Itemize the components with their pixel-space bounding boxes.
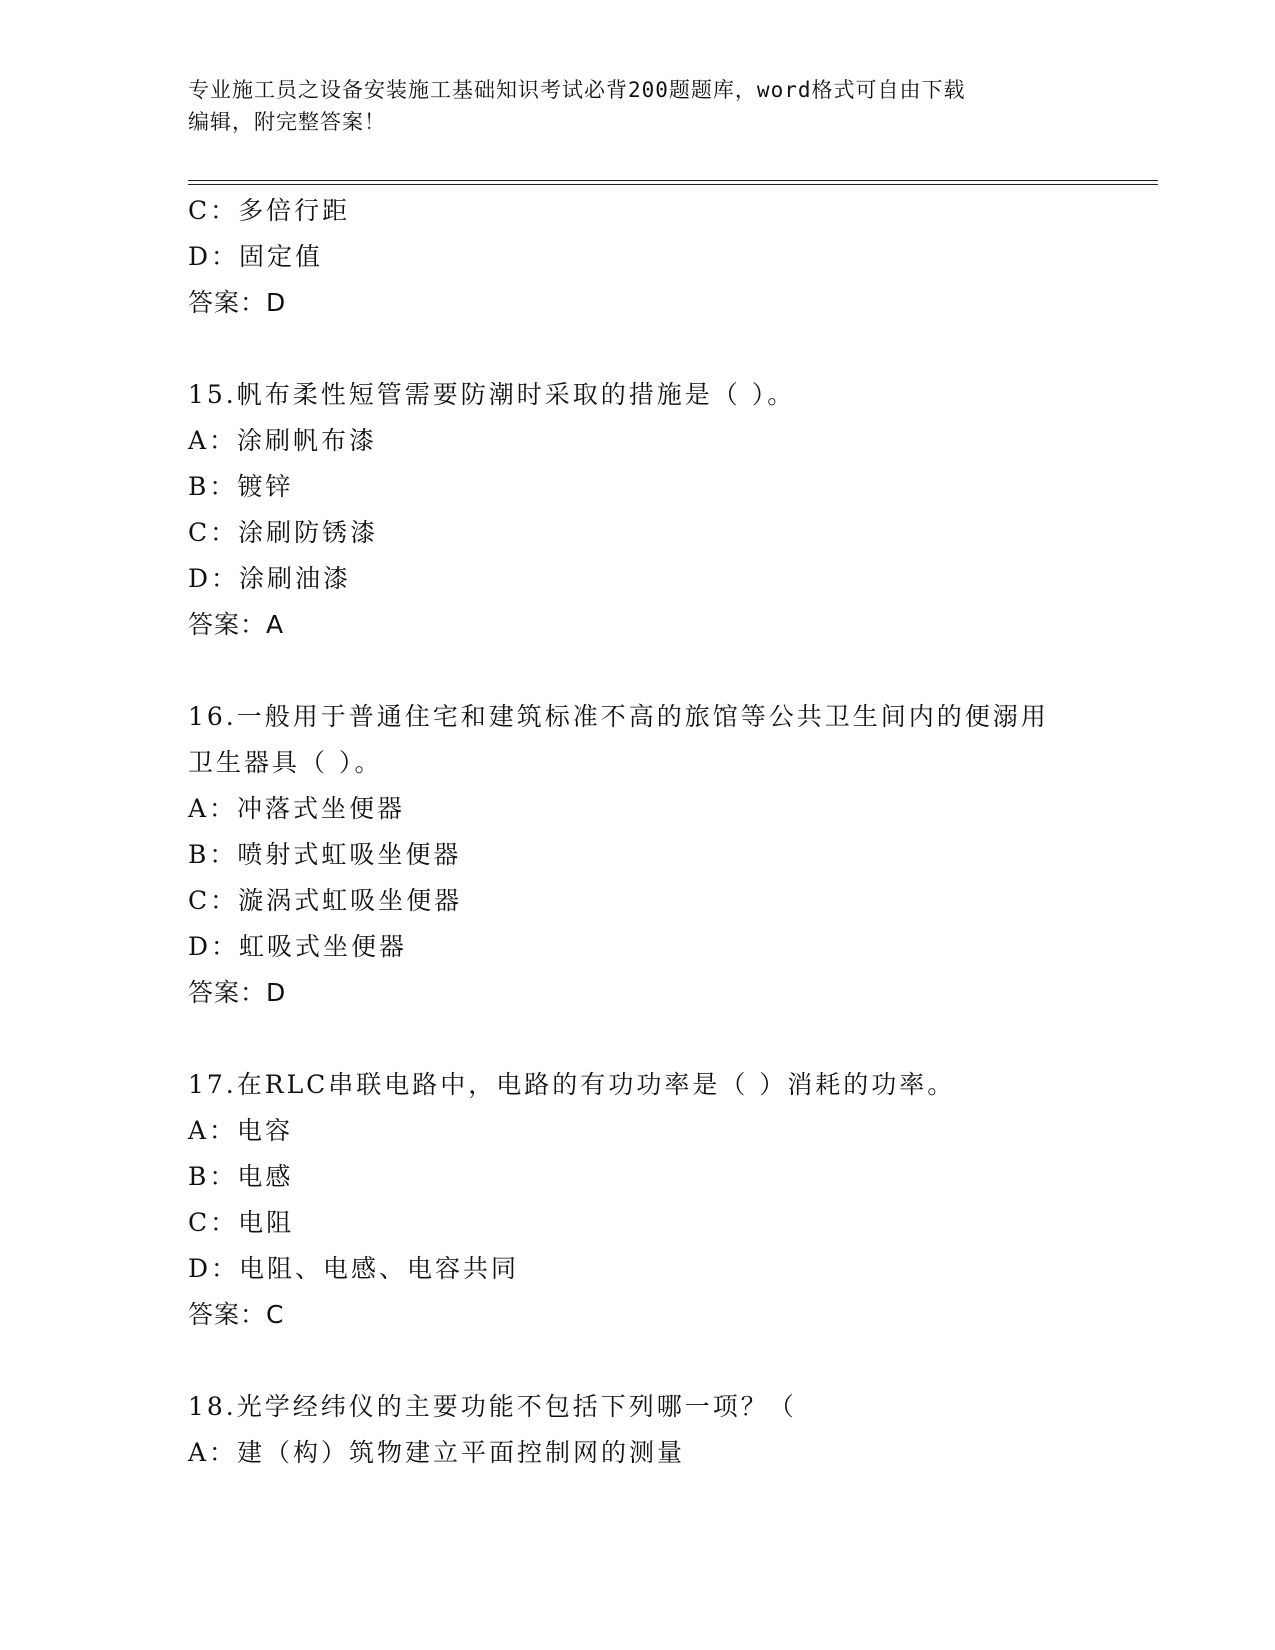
- question-stem: 17.在RLC串联电路中，电路的有功功率是（ ）消耗的功率。: [188, 1070, 956, 1099]
- question-16: [188, 694, 1138, 1016]
- header-rule-top: [188, 180, 1158, 181]
- option-a: A：涂刷帆布漆: [188, 426, 378, 455]
- option-a: A：建（构）筑物建立平面控制网的测量: [188, 1438, 686, 1467]
- option-c: C：涂刷防锈漆: [188, 518, 379, 547]
- question-14-partial: [188, 188, 1138, 326]
- header-line-2: 编辑，附完整答案！: [188, 110, 386, 134]
- option-c: C：多倍行距: [188, 196, 351, 225]
- question-17: [188, 1062, 1138, 1338]
- answer-line: 答案：D: [188, 288, 287, 317]
- question-stem: 15.帆布柔性短管需要防潮时采取的措施是（ ）。: [188, 380, 796, 409]
- option-b: B：镀锌: [188, 472, 294, 501]
- option-d: D：电阻、电感、电容共同: [188, 1254, 520, 1283]
- question-18: [188, 1384, 1138, 1476]
- option-c: C：漩涡式虹吸坐便器: [188, 886, 463, 915]
- spacer: [188, 648, 1138, 694]
- option-c: C：电阻: [188, 1208, 295, 1237]
- header-rule-bottom: [188, 184, 1158, 185]
- question-15: [188, 372, 1138, 648]
- option-a: A：冲落式坐便器: [188, 794, 406, 823]
- document-header: [188, 74, 1078, 138]
- option-b: B：喷射式虹吸坐便器: [188, 840, 462, 869]
- answer-line: 答案：D: [188, 978, 287, 1007]
- spacer: [188, 326, 1138, 372]
- document-body: [188, 188, 1138, 1476]
- question-stem-line-1: 16.一般用于普通住宅和建筑标准不高的旅馆等公共卫生间内的便溺用: [188, 702, 1049, 731]
- header-line-1: 专业施工员之设备安装施工基础知识考试必背200题题库，word格式可自由下载: [188, 78, 966, 102]
- option-a: A：电容: [188, 1116, 294, 1145]
- question-stem: 18.光学经纬仪的主要功能不包括下列哪一项？（: [188, 1392, 797, 1421]
- option-b: B：电感: [188, 1162, 294, 1191]
- spacer: [188, 1016, 1138, 1062]
- question-stem-line-2: 卫生器具（ ）。: [188, 748, 383, 777]
- answer-line: 答案：C: [188, 1300, 285, 1329]
- answer-line: 答案：A: [188, 610, 285, 639]
- option-d: D：涂刷油漆: [188, 564, 352, 593]
- option-d: D：固定值: [188, 242, 324, 271]
- option-d: D：虹吸式坐便器: [188, 932, 408, 961]
- spacer: [188, 1338, 1138, 1384]
